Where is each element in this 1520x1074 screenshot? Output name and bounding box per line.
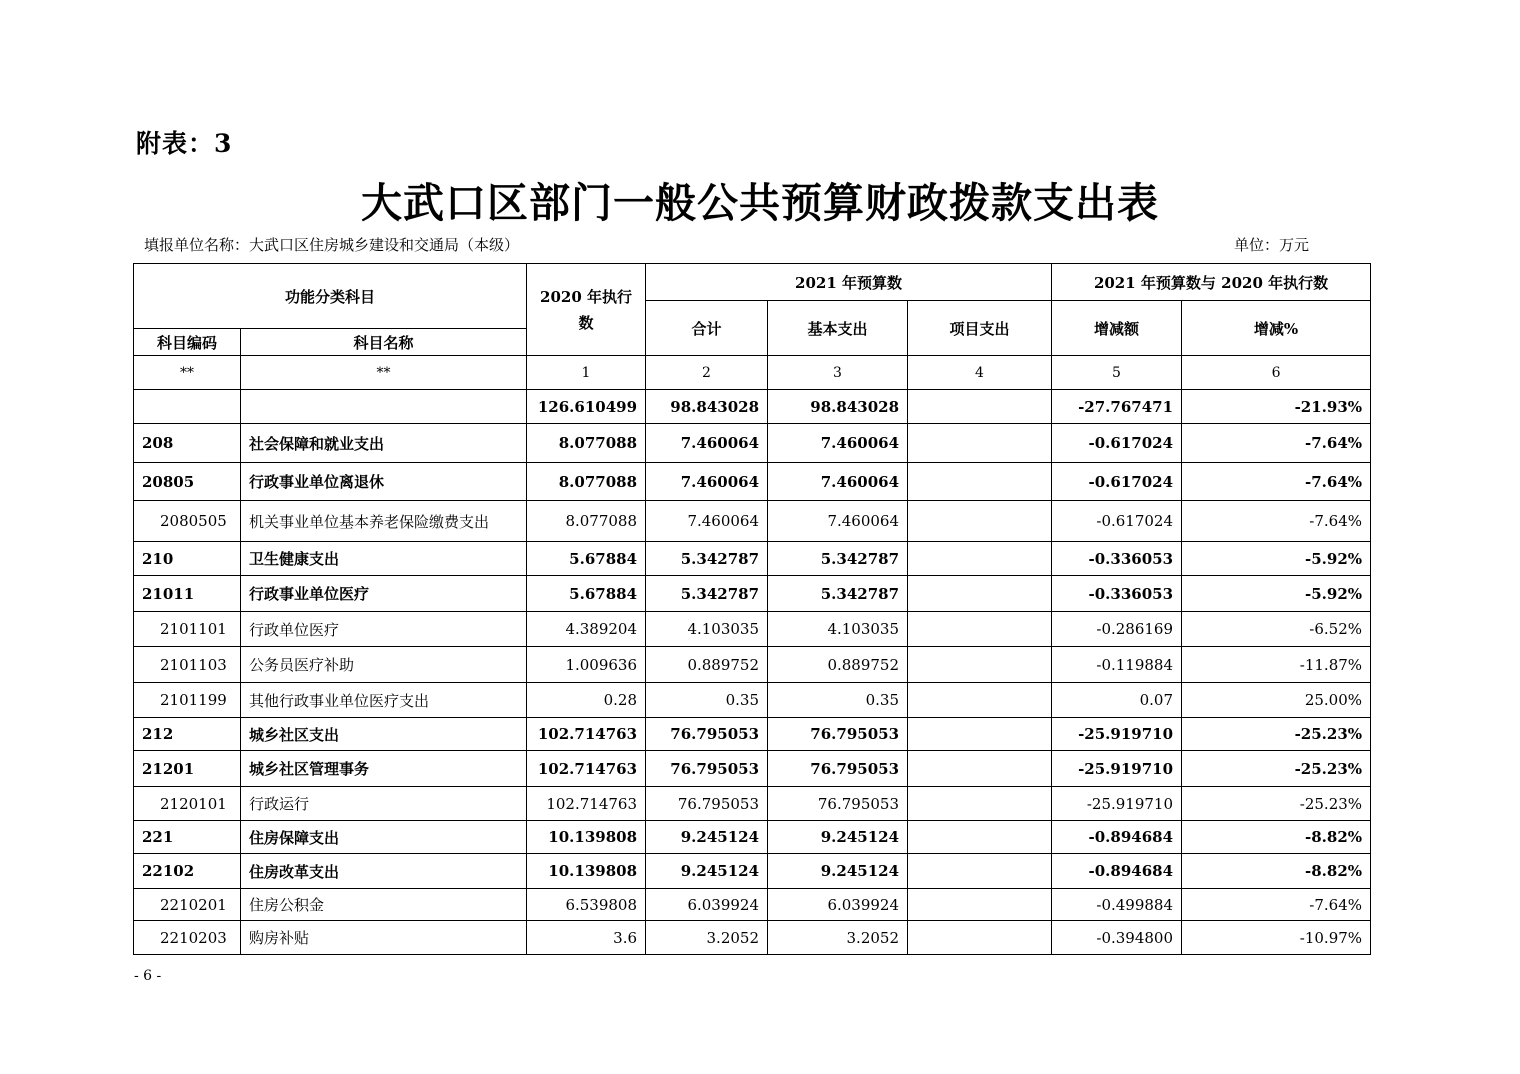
cell-name: 社会保障和就业支出 — [241, 424, 527, 463]
table-row — [134, 889, 1371, 921]
cell-change-pct: -25.23% — [1182, 751, 1371, 787]
cell-total: 0.35 — [646, 683, 768, 718]
cell-project — [908, 683, 1052, 718]
cell-project — [908, 576, 1052, 612]
header-category: 功能分类科目 — [134, 264, 527, 329]
cell-change-amount: -0.617024 — [1052, 501, 1182, 542]
table-row — [134, 751, 1371, 787]
table-row — [134, 542, 1371, 576]
cell-total: 9.245124 — [646, 821, 768, 854]
cell-basic: 6.039924 — [768, 889, 908, 921]
header-compare: 2021 年预算数与 2020 年执行数 — [1052, 264, 1371, 301]
attachment-label: 附表：3 — [136, 129, 233, 158]
cell-change-pct: -7.64% — [1182, 889, 1371, 921]
table-row — [134, 921, 1371, 955]
cell-basic: 76.795053 — [768, 751, 908, 787]
table-row — [134, 647, 1371, 683]
cell-exec-2020: 3.6 — [527, 921, 646, 955]
index-cell: 3 — [768, 356, 908, 390]
cell-code: 21201 — [134, 751, 241, 787]
cell-change-amount: -0.336053 — [1052, 576, 1182, 612]
cell-change-amount: -25.919710 — [1052, 787, 1182, 821]
cell-code: 208 — [134, 424, 241, 463]
cell-basic: 9.245124 — [768, 854, 908, 889]
cell-change-amount: -0.894684 — [1052, 854, 1182, 889]
cell-project — [908, 787, 1052, 821]
cell-exec-2020: 0.28 — [527, 683, 646, 718]
reporting-unit-name: 填报单位名称：大武口区住房城乡建设和交通局（本级） — [144, 236, 520, 254]
index-row — [134, 356, 1371, 390]
cell-name: 城乡社区管理事务 — [241, 751, 527, 787]
cell-basic: 3.2052 — [768, 921, 908, 955]
cell-change-pct: -7.64% — [1182, 501, 1371, 542]
cell-basic: 7.460064 — [768, 424, 908, 463]
cell-change-pct: -25.23% — [1182, 787, 1371, 821]
cell-change-amount: -27.767471 — [1052, 390, 1182, 424]
cell-code: 21011 — [134, 576, 241, 612]
index-cell: 1 — [527, 356, 646, 390]
table-row — [134, 463, 1371, 501]
cell-change-pct: -10.97% — [1182, 921, 1371, 955]
cell-total: 9.245124 — [646, 854, 768, 889]
cell-basic: 5.342787 — [768, 576, 908, 612]
header-change-amount: 增减额 — [1052, 301, 1182, 356]
cell-change-amount: -0.394800 — [1052, 921, 1182, 955]
cell-exec-2020: 8.077088 — [527, 501, 646, 542]
cell-change-amount: -0.617024 — [1052, 424, 1182, 463]
cell-project — [908, 501, 1052, 542]
page-number: - 6 - — [134, 968, 162, 984]
cell-project — [908, 718, 1052, 751]
cell-name: 住房改革支出 — [241, 854, 527, 889]
cell-exec-2020: 102.714763 — [527, 718, 646, 751]
cell-exec-2020: 5.67884 — [527, 542, 646, 576]
cell-project — [908, 854, 1052, 889]
cell-change-pct: -25.23% — [1182, 718, 1371, 751]
cell-total: 5.342787 — [646, 542, 768, 576]
cell-code: 2080505 — [134, 501, 241, 542]
table-row — [134, 501, 1371, 542]
cell-name: 公务员医疗补助 — [241, 647, 527, 683]
cell-exec-2020: 126.610499 — [527, 390, 646, 424]
cell-code: 210 — [134, 542, 241, 576]
table-row — [134, 576, 1371, 612]
cell-basic: 98.843028 — [768, 390, 908, 424]
cell-project — [908, 463, 1052, 501]
cell-basic: 7.460064 — [768, 463, 908, 501]
cell-total: 3.2052 — [646, 921, 768, 955]
budget-table — [133, 263, 1371, 955]
cell-code — [134, 390, 241, 424]
cell-change-pct: 25.00% — [1182, 683, 1371, 718]
cell-change-amount: -0.499884 — [1052, 889, 1182, 921]
cell-basic: 7.460064 — [768, 501, 908, 542]
cell-basic: 76.795053 — [768, 787, 908, 821]
cell-exec-2020: 8.077088 — [527, 424, 646, 463]
cell-change-amount: -0.617024 — [1052, 463, 1182, 501]
table-row — [134, 821, 1371, 854]
index-cell: 4 — [908, 356, 1052, 390]
cell-change-pct: -8.82% — [1182, 854, 1371, 889]
cell-code: 212 — [134, 718, 241, 751]
cell-total: 7.460064 — [646, 501, 768, 542]
cell-code: 2101199 — [134, 683, 241, 718]
cell-total: 76.795053 — [646, 751, 768, 787]
cell-total: 6.039924 — [646, 889, 768, 921]
cell-code: 221 — [134, 821, 241, 854]
cell-project — [908, 390, 1052, 424]
cell-name: 行政单位医疗 — [241, 612, 527, 647]
cell-change-amount: -0.119884 — [1052, 647, 1182, 683]
cell-exec-2020: 8.077088 — [527, 463, 646, 501]
table-row — [134, 787, 1371, 821]
cell-total: 0.889752 — [646, 647, 768, 683]
cell-change-pct: -5.92% — [1182, 576, 1371, 612]
cell-code: 20805 — [134, 463, 241, 501]
table-row — [134, 612, 1371, 647]
header-basic: 基本支出 — [768, 301, 908, 356]
cell-code: 2120101 — [134, 787, 241, 821]
cell-name: 行政事业单位离退休 — [241, 463, 527, 501]
cell-code: 2101101 — [134, 612, 241, 647]
page-title: 大武口区部门一般公共预算财政拨款支出表 — [361, 179, 1159, 227]
cell-exec-2020: 5.67884 — [527, 576, 646, 612]
cell-exec-2020: 10.139808 — [527, 854, 646, 889]
cell-basic: 76.795053 — [768, 718, 908, 751]
cell-change-pct: -7.64% — [1182, 424, 1371, 463]
cell-code: 2210201 — [134, 889, 241, 921]
cell-project — [908, 751, 1052, 787]
cell-project — [908, 424, 1052, 463]
cell-name: 行政事业单位医疗 — [241, 576, 527, 612]
cell-name: 住房公积金 — [241, 889, 527, 921]
cell-project — [908, 821, 1052, 854]
cell-code: 2210203 — [134, 921, 241, 955]
cell-code: 2101103 — [134, 647, 241, 683]
cell-name: 购房补贴 — [241, 921, 527, 955]
table-body — [134, 390, 1371, 955]
cell-change-amount: -25.919710 — [1052, 751, 1182, 787]
table-row — [134, 683, 1371, 718]
index-cell: 5 — [1052, 356, 1182, 390]
cell-change-pct: -11.87% — [1182, 647, 1371, 683]
cell-name: 机关事业单位基本养老保险缴费支出 — [241, 501, 527, 542]
table-row — [134, 718, 1371, 751]
cell-name — [241, 390, 527, 424]
header-name: 科目名称 — [241, 329, 527, 356]
cell-total: 4.103035 — [646, 612, 768, 647]
cell-total: 98.843028 — [646, 390, 768, 424]
cell-exec-2020: 10.139808 — [527, 821, 646, 854]
cell-exec-2020: 102.714763 — [527, 787, 646, 821]
cell-basic: 4.103035 — [768, 612, 908, 647]
index-cell: 6 — [1182, 356, 1371, 390]
cell-code: 22102 — [134, 854, 241, 889]
header-exec-2020: 2020 年执行数 — [527, 264, 646, 356]
header-code: 科目编码 — [134, 329, 241, 356]
cell-project — [908, 612, 1052, 647]
cell-name: 住房保障支出 — [241, 821, 527, 854]
index-cell: ** — [241, 356, 527, 390]
cell-exec-2020: 4.389204 — [527, 612, 646, 647]
cell-project — [908, 542, 1052, 576]
cell-change-amount: -0.894684 — [1052, 821, 1182, 854]
cell-change-amount: -25.919710 — [1052, 718, 1182, 751]
cell-project — [908, 647, 1052, 683]
currency-unit: 单位：万元 — [1234, 236, 1310, 254]
cell-basic: 5.342787 — [768, 542, 908, 576]
header-project: 项目支出 — [908, 301, 1052, 356]
cell-total: 7.460064 — [646, 463, 768, 501]
header-total: 合计 — [646, 301, 768, 356]
cell-total: 5.342787 — [646, 576, 768, 612]
cell-project — [908, 921, 1052, 955]
cell-project — [908, 889, 1052, 921]
table-row — [134, 854, 1371, 889]
cell-change-amount: 0.07 — [1052, 683, 1182, 718]
cell-change-pct: -7.64% — [1182, 463, 1371, 501]
cell-name: 城乡社区支出 — [241, 718, 527, 751]
cell-change-amount: -0.336053 — [1052, 542, 1182, 576]
cell-change-pct: -8.82% — [1182, 821, 1371, 854]
cell-total: 76.795053 — [646, 787, 768, 821]
cell-total: 76.795053 — [646, 718, 768, 751]
header-change-pct: 增减% — [1182, 301, 1371, 356]
cell-basic: 0.35 — [768, 683, 908, 718]
index-cell: 2 — [646, 356, 768, 390]
cell-name: 行政运行 — [241, 787, 527, 821]
cell-name: 卫生健康支出 — [241, 542, 527, 576]
cell-change-pct: -5.92% — [1182, 542, 1371, 576]
table-row — [134, 424, 1371, 463]
table-row — [134, 390, 1371, 424]
cell-change-pct: -21.93% — [1182, 390, 1371, 424]
header-budget-2021: 2021 年预算数 — [646, 264, 1052, 301]
cell-change-pct: -6.52% — [1182, 612, 1371, 647]
cell-basic: 9.245124 — [768, 821, 908, 854]
cell-name: 其他行政事业单位医疗支出 — [241, 683, 527, 718]
cell-basic: 0.889752 — [768, 647, 908, 683]
cell-change-amount: -0.286169 — [1052, 612, 1182, 647]
index-cell: ** — [134, 356, 241, 390]
cell-exec-2020: 1.009636 — [527, 647, 646, 683]
cell-total: 7.460064 — [646, 424, 768, 463]
cell-exec-2020: 102.714763 — [527, 751, 646, 787]
cell-exec-2020: 6.539808 — [527, 889, 646, 921]
